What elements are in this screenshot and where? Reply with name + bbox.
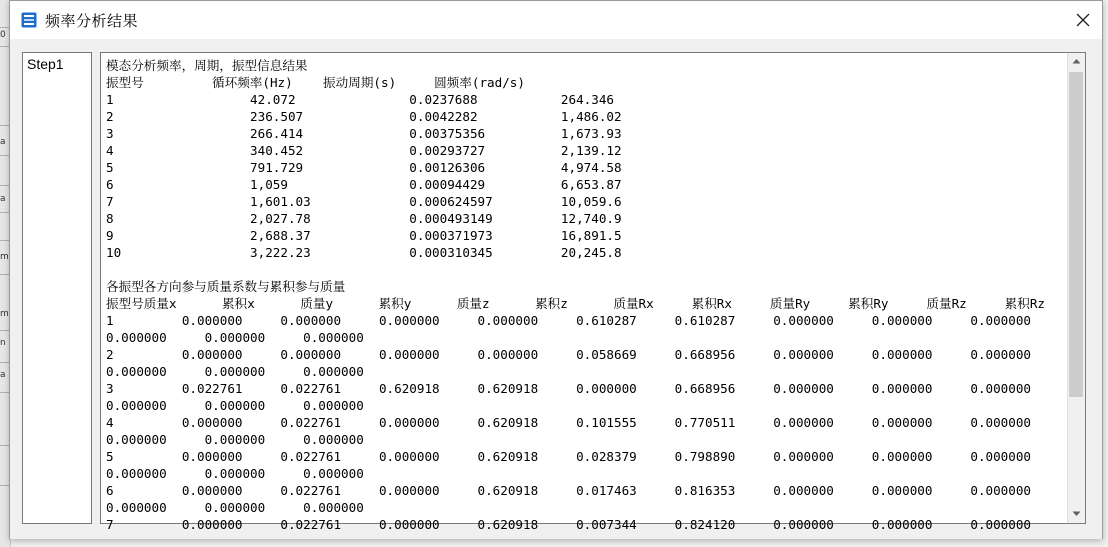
- arrow-up-icon[interactable]: [1068, 53, 1085, 70]
- edge-mark: a: [0, 194, 6, 204]
- edge-mark: m: [0, 309, 9, 319]
- edge-mark: 0: [0, 30, 6, 40]
- close-icon[interactable]: [1073, 10, 1093, 30]
- result-text-box[interactable]: [100, 52, 1086, 532]
- edge-mark: m: [0, 252, 9, 262]
- window-title: 频率分析结果: [45, 12, 139, 30]
- title-bar[interactable]: [10, 1, 1102, 39]
- vertical-scrollbar[interactable]: [1067, 53, 1085, 523]
- scrollbar-thumb[interactable]: [1069, 72, 1083, 397]
- edge-mark: a: [0, 370, 6, 380]
- dialog-content: [10, 39, 1102, 539]
- result-text[interactable]: 模态分析频率，周期，振型信息结果 振型号 循环频率(Hz) 振动周期(s) 圆频率(rad/s) 1 42.072 0.0237688 264.346 2 236.507 0.0042282 1,486.02 3 266.414 0.00375356 1,673.93 4 340.452 0.00293727 2,139.12 5 791.729 0.00126306 4,974.58 6 1,059 0.00094429 6,653.87 7 1,601.03 0.000624597 10,059.6 8 2,027.78 0.000493149 12,740.9 9 2,688.37 0.000371973 16,891.5 10 3,222.23 0.000310345 20,245.8 各振型各方向参与质量系数与累积参与质量 振型号质量x 累积x 质量y 累积y 质量z 累积z 质量Rx 累积Rx 质量Ry 累积Ry 质量Rz 累积Rz 1 0.000000 0.000000 0.000000 0.000000 0.610287 0.610287 0.000000 0.000000 0.000000 0.000000 0.000000 0.000000 2 0.000000 0.000000 0.000000 0.000000 0.058669 0.668956 0.000000 0.000000 0.000000 0.000000 0.000000 0.000000 3 0.022761 0.022761 0.620918 0.620918 0.000000 0.668956 0.000000 0.000000 0.000000 0.000000 0.000000 0.000000 4 0.000000 0.022761 0.000000 0.620918 0.101555 0.770511 0.000000 0.000000 0.000000 0.000000 0.000000 0.000000 5 0.000000 0.022761 0.000000 0.620918 0.028379 0.798890 0.000000 0.000000 0.000000 0.000000 0.000000 0.000000 6 0.000000 0.022761 0.000000 0.620918 0.017463 0.816353 0.000000 0.000000 0.000000 0.000000 0.000000 0.000000 7 0.000000 0.022761 0.000000 0.620918 0.007344 0.824120 0.000000 0.000000 0.000000: [106, 58, 1046, 532]
- result-text-viewport[interactable]: [101, 53, 1067, 532]
- step-item-1[interactable]: Step1: [27, 56, 64, 72]
- frequency-result-dialog: [9, 0, 1103, 539]
- step-list[interactable]: [22, 52, 92, 524]
- edge-mark: n: [0, 338, 6, 348]
- app-icon: [21, 12, 37, 28]
- arrow-down-icon[interactable]: [1068, 506, 1085, 523]
- edge-mark: a: [0, 137, 6, 147]
